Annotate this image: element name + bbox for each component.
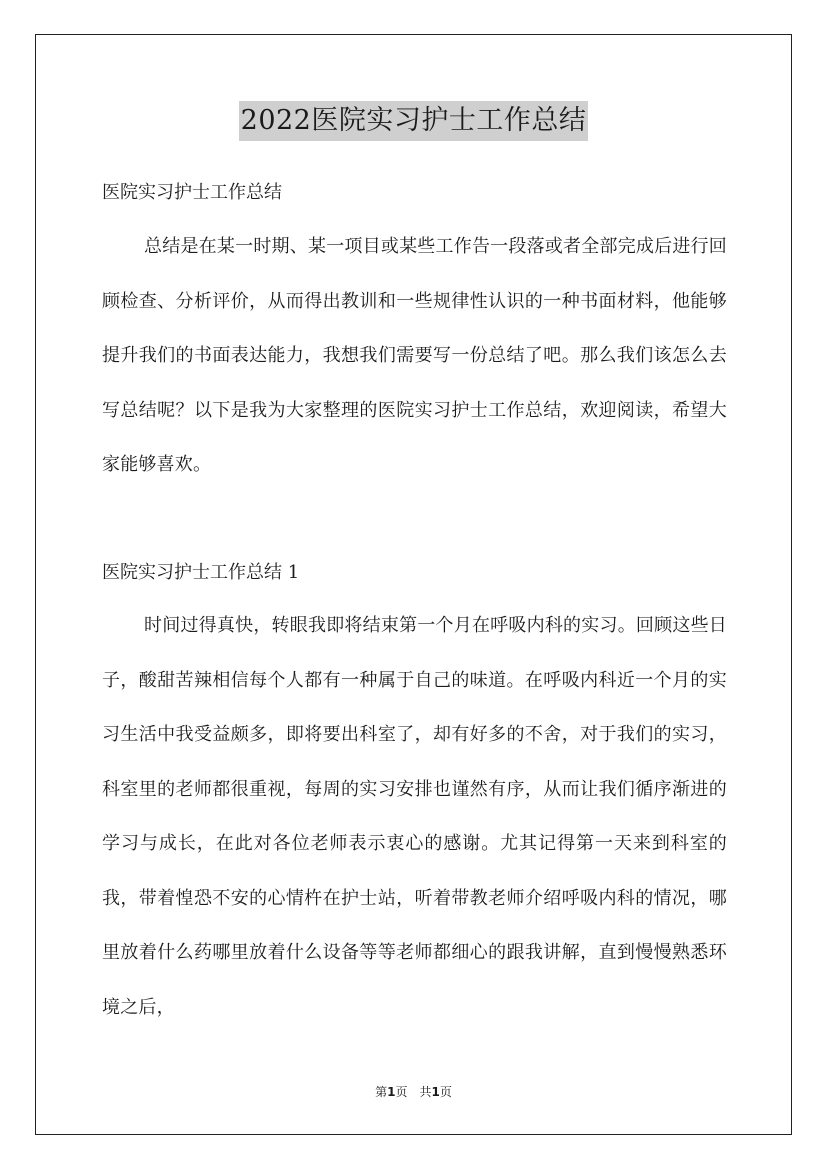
- section1-paragraph: 时间过得真快，转眼我即将结束第一个月在呼吸内科的实习。回顾这些日子，酸甜苦辣相信每个人都有一种属于自己的味道。在呼吸内科近一个月的实习生活中我受益颇多，即将要出科室了，却有好多的不舍，对于我们的实习，科室里的老师都很重视，每周的实习安排也谨然有序，从而让我们循序渐进的学习与成长，在此对各位老师表示衷心的感谢。尤其记得第一天来到科室的我，带着惶恐不安的心情杵在护士站，听着带教老师介绍呼吸内科的情况，哪里放着什么药哪里放着什么设备等等老师都细心的跟我讲解，直到慢慢熟悉环境之后，: [102, 615, 727, 1018]
- intro-heading: 医院实习护士工作总结: [102, 182, 282, 203]
- title-container: [0, 101, 827, 141]
- total-label-suffix: 页: [439, 1085, 452, 1099]
- intro-paragraph: 总结是在某一时期、某一项目或某些工作告一段落或者全部完成后进行回顾检查、分析评价，从而得出教训和一些规律性认识的一种书面材料，他能够提升我们的书面表达能力，我想我们需要写一份总结了吧。那么我们该怎么去写总结呢？以下是我为大家整理的医院实习护士工作总结，欢迎阅读，希望大家能够喜欢。: [102, 236, 727, 475]
- document-title: 2022医院实习护士工作总结: [239, 101, 589, 141]
- total-label-prefix: 共: [419, 1085, 432, 1099]
- page-footer: [0, 1084, 827, 1100]
- page-number: 1: [387, 1085, 396, 1099]
- section1-heading: 医院实习护士工作总结 1: [102, 562, 300, 583]
- total-pages: 1: [431, 1085, 440, 1099]
- page-label-suffix: 页: [395, 1085, 408, 1099]
- page-label-prefix: 第: [375, 1085, 388, 1099]
